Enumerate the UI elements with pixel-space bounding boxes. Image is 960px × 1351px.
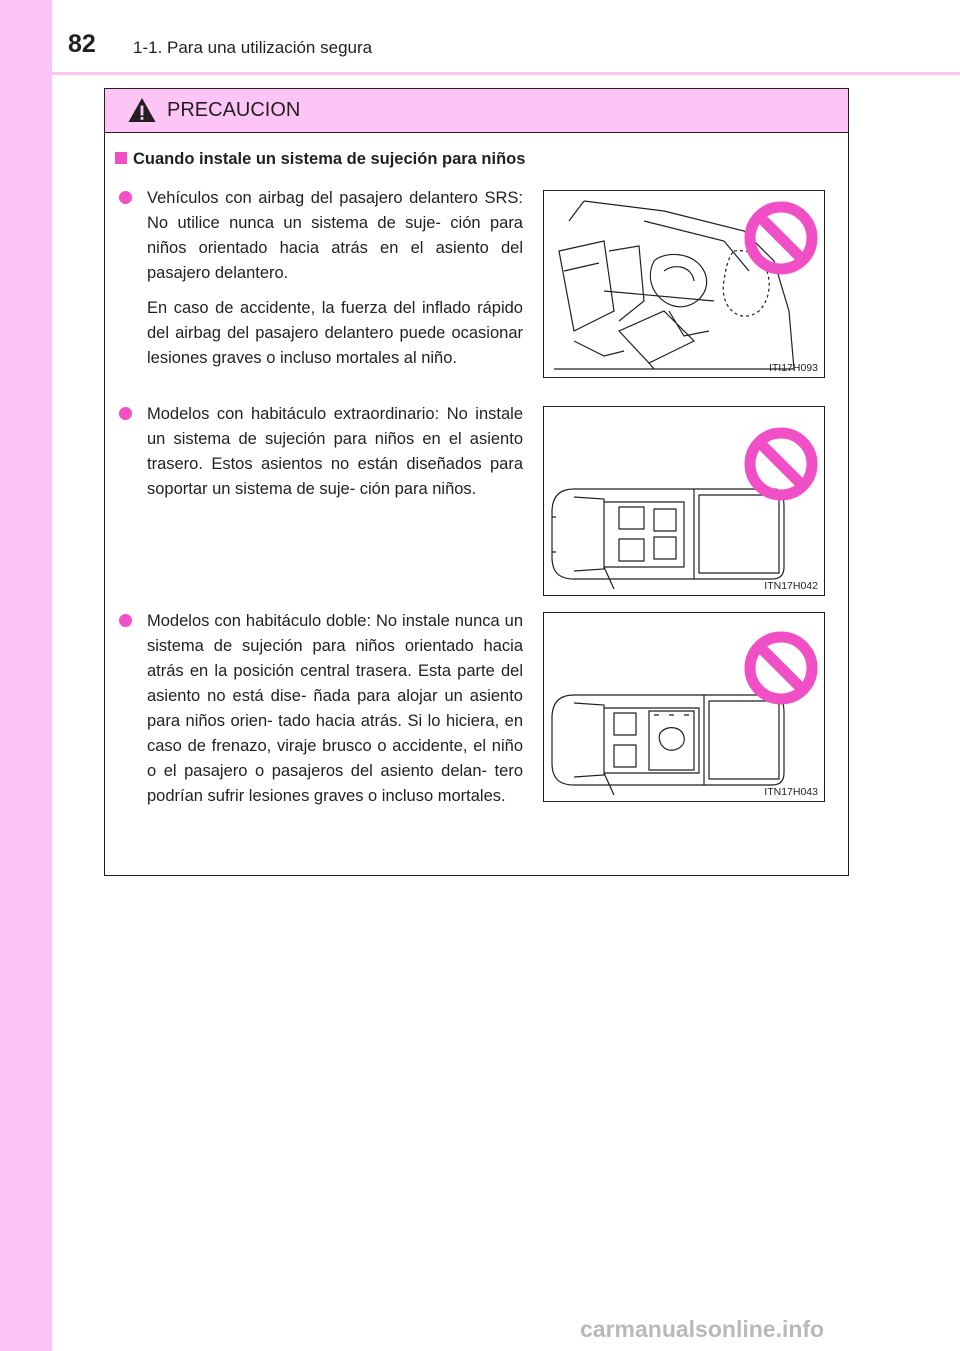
warning-box [104,88,849,876]
warning-header [105,89,848,133]
figure-airbag-interior [543,190,825,378]
list-item [115,186,523,371]
figure-id: ITN17H042 [764,580,818,592]
prohibition-icon [744,201,818,275]
item-paragraph: Modelos con habitáculo extraordinario: No instale un sistema de sujeción para niños en el asiento trasero. Estos asientos no están diseñados para soportar un sistema de suje- ción para niños. [147,405,523,498]
figure-truck-double-cab [543,612,825,802]
warning-triangle-icon [127,96,157,124]
list-item [115,609,523,809]
figure-truck-extra-cab [543,406,825,596]
square-bullet-icon [115,152,127,164]
prohibition-icon [744,427,818,501]
subhead [115,150,525,169]
item-paragraph: Vehículos con airbag del pasajero delantero SRS: No utilice nunca un sistema de suje- ción para niños orientado hacia atrás en el asiento del pasajero delantero. [147,189,523,282]
side-band [0,0,52,1351]
figure-id: ITI17H093 [768,362,818,374]
circle-bullet-icon [119,191,132,204]
circle-bullet-icon [119,614,132,627]
watermark: carmanualsonline.info [580,1316,825,1342]
circle-bullet-icon [119,407,132,420]
figure-id: ITN17H043 [764,786,818,798]
item-paragraph: Modelos con habitáculo doble: No instale nunca un sistema de sujeción para niños orientado hacia atrás en la posición central trasera. Esta parte del asiento no está dise- ñada para alojar un asiento para niños orien- tado hacia atrás. Si lo hiciera, en caso de frenazo, viraje brusco o accidente, el niño o el pasajero o pasajeros del asiento delan- tero podrían sufrir lesiones graves o incluso mortales. [147,612,523,805]
prohibition-icon [744,631,818,705]
page-number: 82 [68,30,96,58]
list-item [115,402,523,502]
header-rule [52,72,960,75]
item-paragraph: En caso de accidente, la fuerza del inflado rápido del airbag del pasajero delantero puede ocasionar lesiones graves o incluso mortales al niño. [147,299,523,367]
subhead-text: Cuando instale un sistema de sujeción para niños [133,150,526,168]
warning-title: PRECAUCION [167,99,301,121]
section-title: 1-1. Para una utilización segura [133,38,373,57]
